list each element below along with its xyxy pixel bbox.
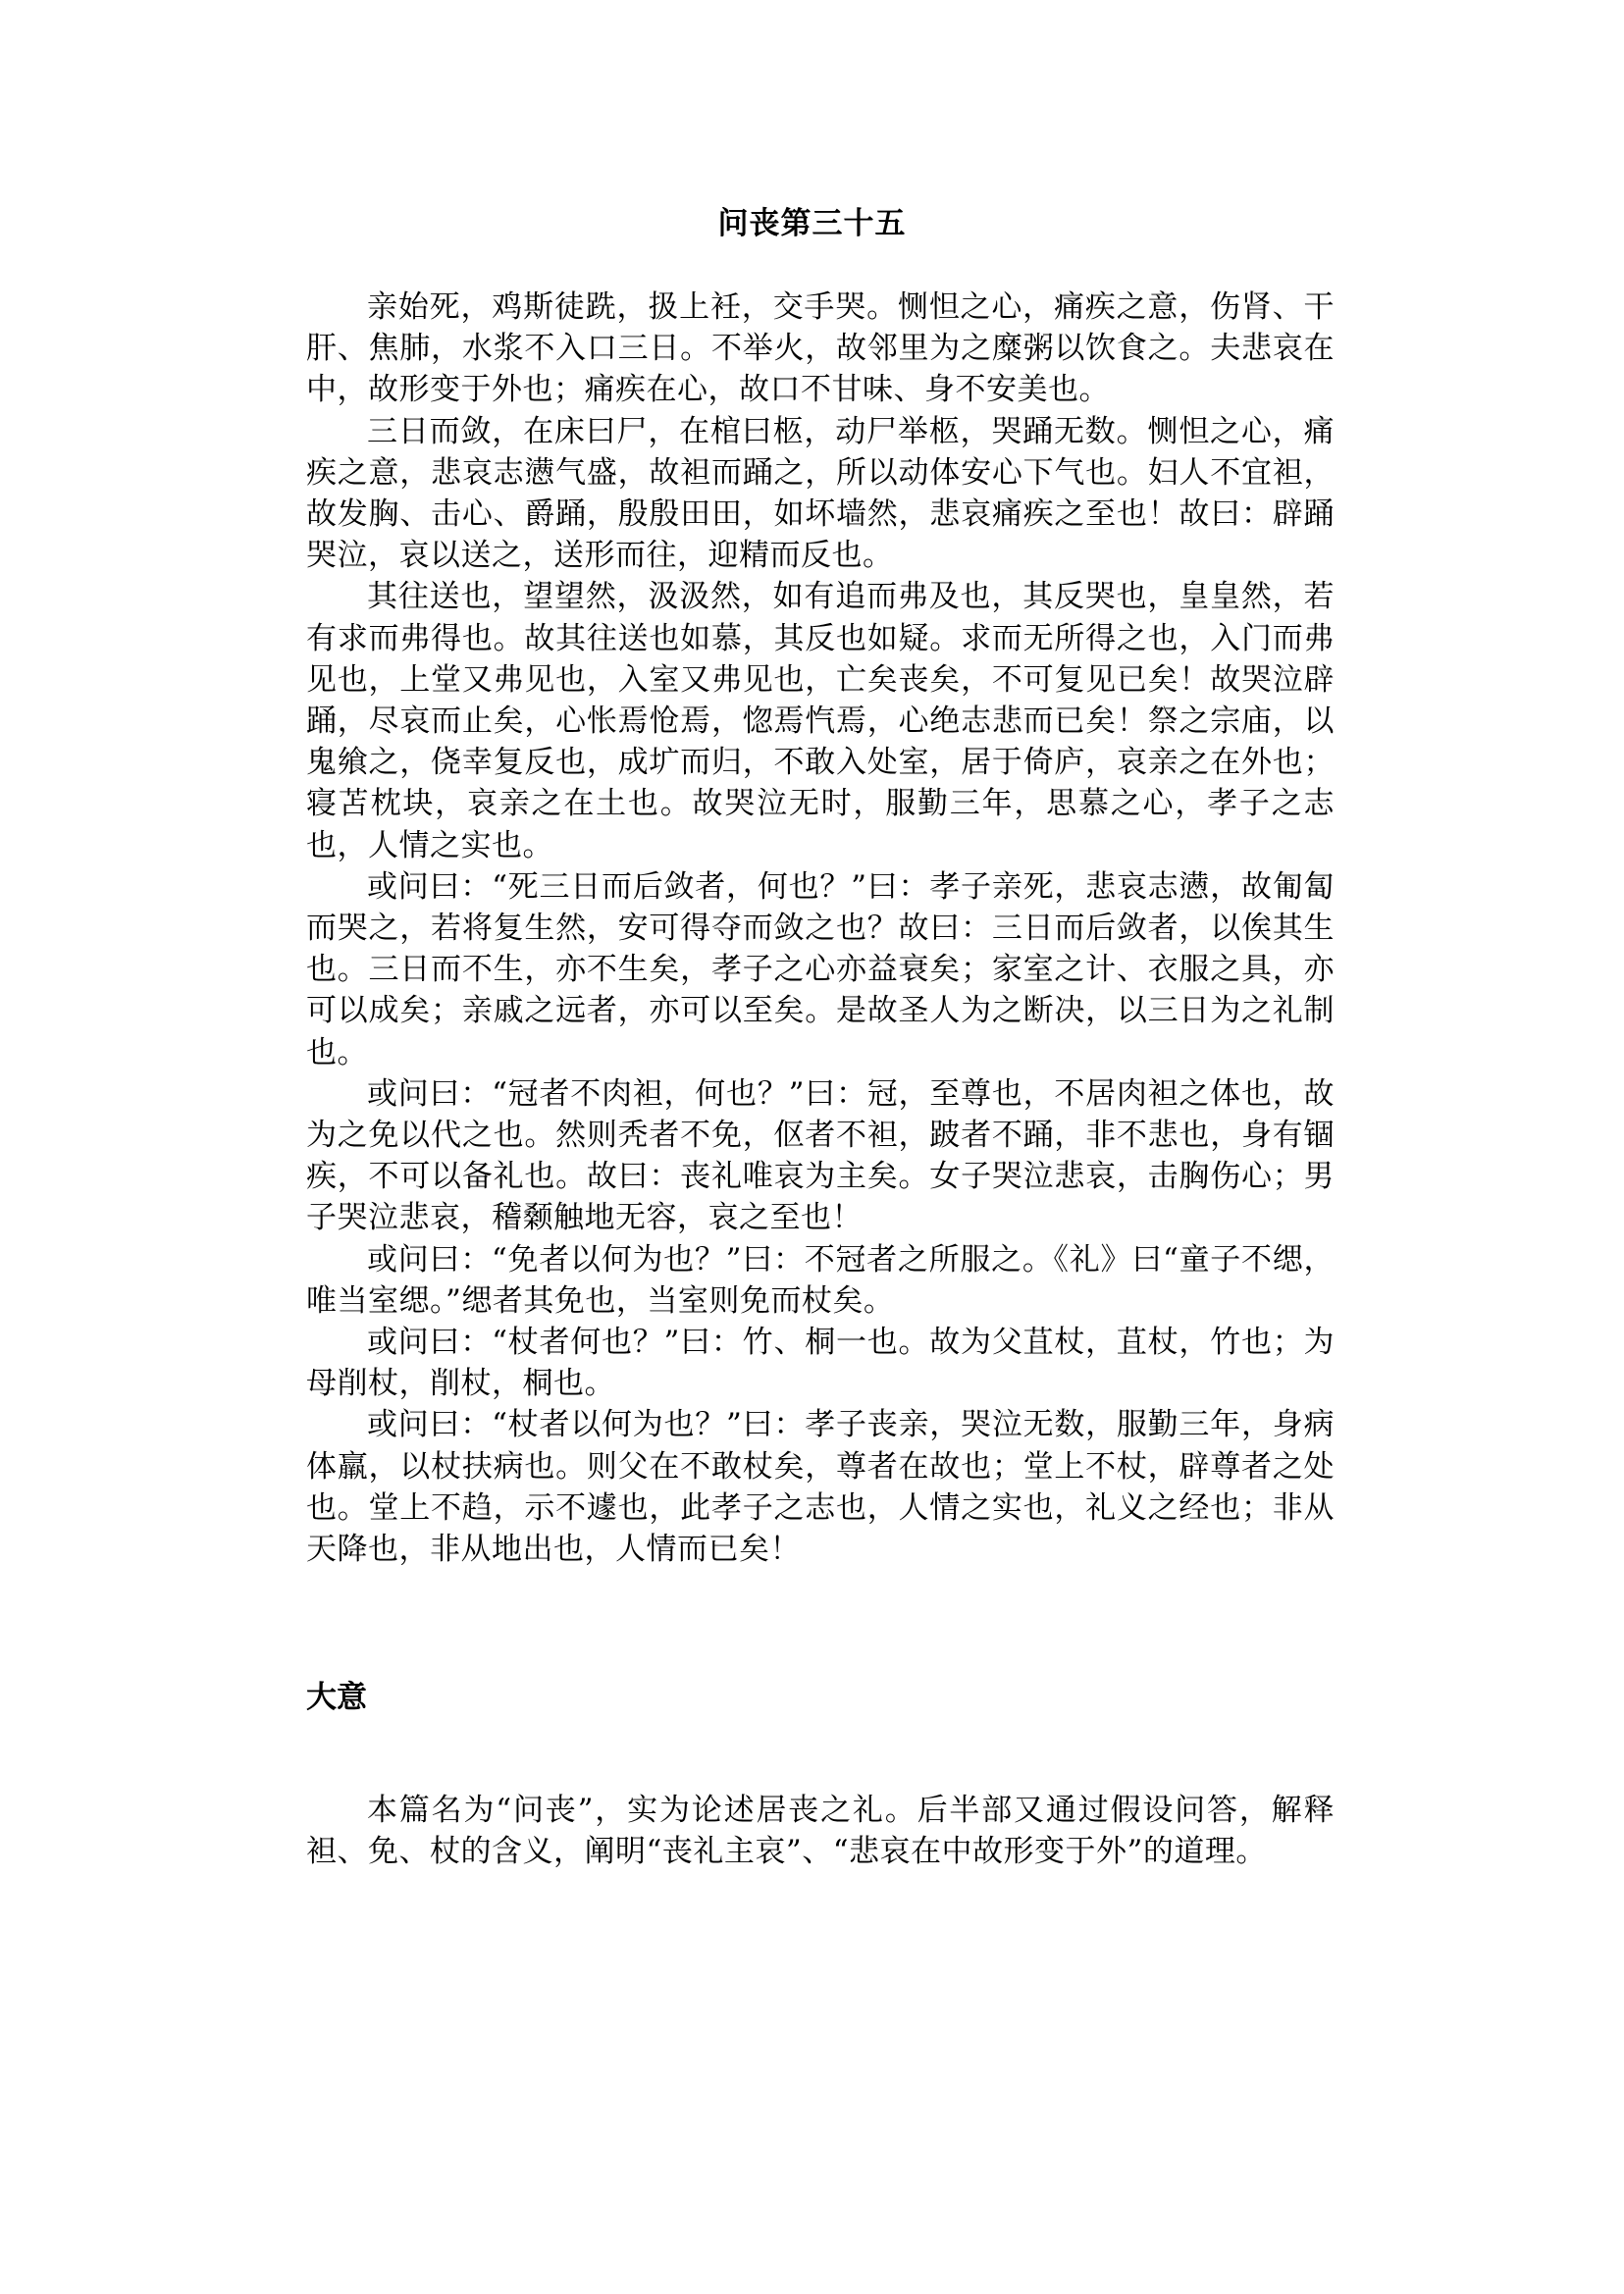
- paragraph-7: 或问曰：“杖者何也？”曰：竹、桐一也。故为父苴杖，苴杖，竹也；为母削杖，削杖，桐也。: [306, 1325, 1335, 1402]
- paragraph-4: 或问曰：“死三日而后敛者，何也？”曰：孝子亲死，悲哀志懑，故匍匐而哭之，若将复生然，安可得夺而敛之也？故曰：三日而后敛者，以俟其生也。三日而不生，亦不生矣，孝子之心亦益衰矣；家室之计、衣服之具，亦可以成矣；亲戚之远者，亦可以至矣。是故圣人为之断决，以三日为之礼制也。: [306, 868, 1335, 1070]
- chapter-title: 问丧第三十五: [717, 206, 907, 241]
- summary-text: [306, 1790, 1335, 1872]
- main-text: [306, 287, 1335, 1570]
- paragraph-2: 三日而敛，在床曰尸，在棺曰柩，动尸举柩，哭踊无数。恻怛之心，痛疾之意，悲哀志懑气盛，故袒而踊之，所以动体安心下气也。妇人不宜袒，故发胸、击心、爵踊，殷殷田田，如坏墙然，悲哀痛疾之至也！故曰：辟踊哭泣，哀以送之，送形而往，迎精而反也。: [306, 413, 1335, 574]
- paragraph-8: 或问曰：“杖者以何为也？”曰：孝子丧亲，哭泣无数，服勤三年，身病体羸，以杖扶病也。则父在不敢杖矣，尊者在故也；堂上不杖，辟尊者之处也。堂上不趋，示不遽也，此孝子之志也，人情之实也，礼义之经也；非从天降也，非从地出也，人情而已矣！: [306, 1407, 1335, 1568]
- paragraph-6: 或问曰：“免者以何为也？”曰：不冠者之所服之。《礼》曰“童子不缌，唯当室缌。”缌者其免也，当室则免而杖矣。: [306, 1241, 1335, 1319]
- summary-paragraph: 本篇名为“问丧”，实为论述居丧之礼。后半部又通过假设问答，解释袒、免、杖的含义，阐明“丧礼主哀”、“悲哀在中故形变于外”的道理。: [306, 1793, 1335, 1870]
- section-heading: 大意: [306, 1680, 367, 1715]
- paragraph-5: 或问曰：“冠者不肉袒，何也？”曰：冠，至尊也，不居肉袒之体也，故为之免以代之也。然则秃者不免，伛者不袒，跛者不踊，非不悲也，身有锢疾，不可以备礼也。故曰：丧礼唯哀为主矣。女子哭泣悲哀，击胸伤心；男子哭泣悲哀，稽颡触地无容，哀之至也！: [306, 1075, 1335, 1236]
- paragraph-3: 其往送也，望望然，汲汲然，如有追而弗及也，其反哭也，皇皇然，若有求而弗得也。故其往送也如慕，其反也如疑。求而无所得之也，入门而弗见也，上堂又弗见也，入室又弗见也，亡矣丧矣，不可复见已矣！故哭泣辟踊，尽哀而止矣，心怅焉怆焉，惚焉忾焉，心绝志悲而已矣！祭之宗庙，以鬼飨之，侥幸复反也，成圹而归，不敢入处室，居于倚庐，哀亲之在外也；寝苫枕块，哀亲之在土也。故哭泣无时，服勤三年，思慕之心，孝子之志也，人情之实也。: [306, 579, 1335, 863]
- paragraph-1: 亲始死，鸡斯徒跣，扱上衽，交手哭。恻怛之心，痛疾之意，伤肾、干肝、焦肺，水浆不入口三日。不举火，故邻里为之糜粥以饮食之。夫悲哀在中，故形变于外也；痛疾在心，故口不甘味、身不安美也。: [306, 289, 1335, 408]
